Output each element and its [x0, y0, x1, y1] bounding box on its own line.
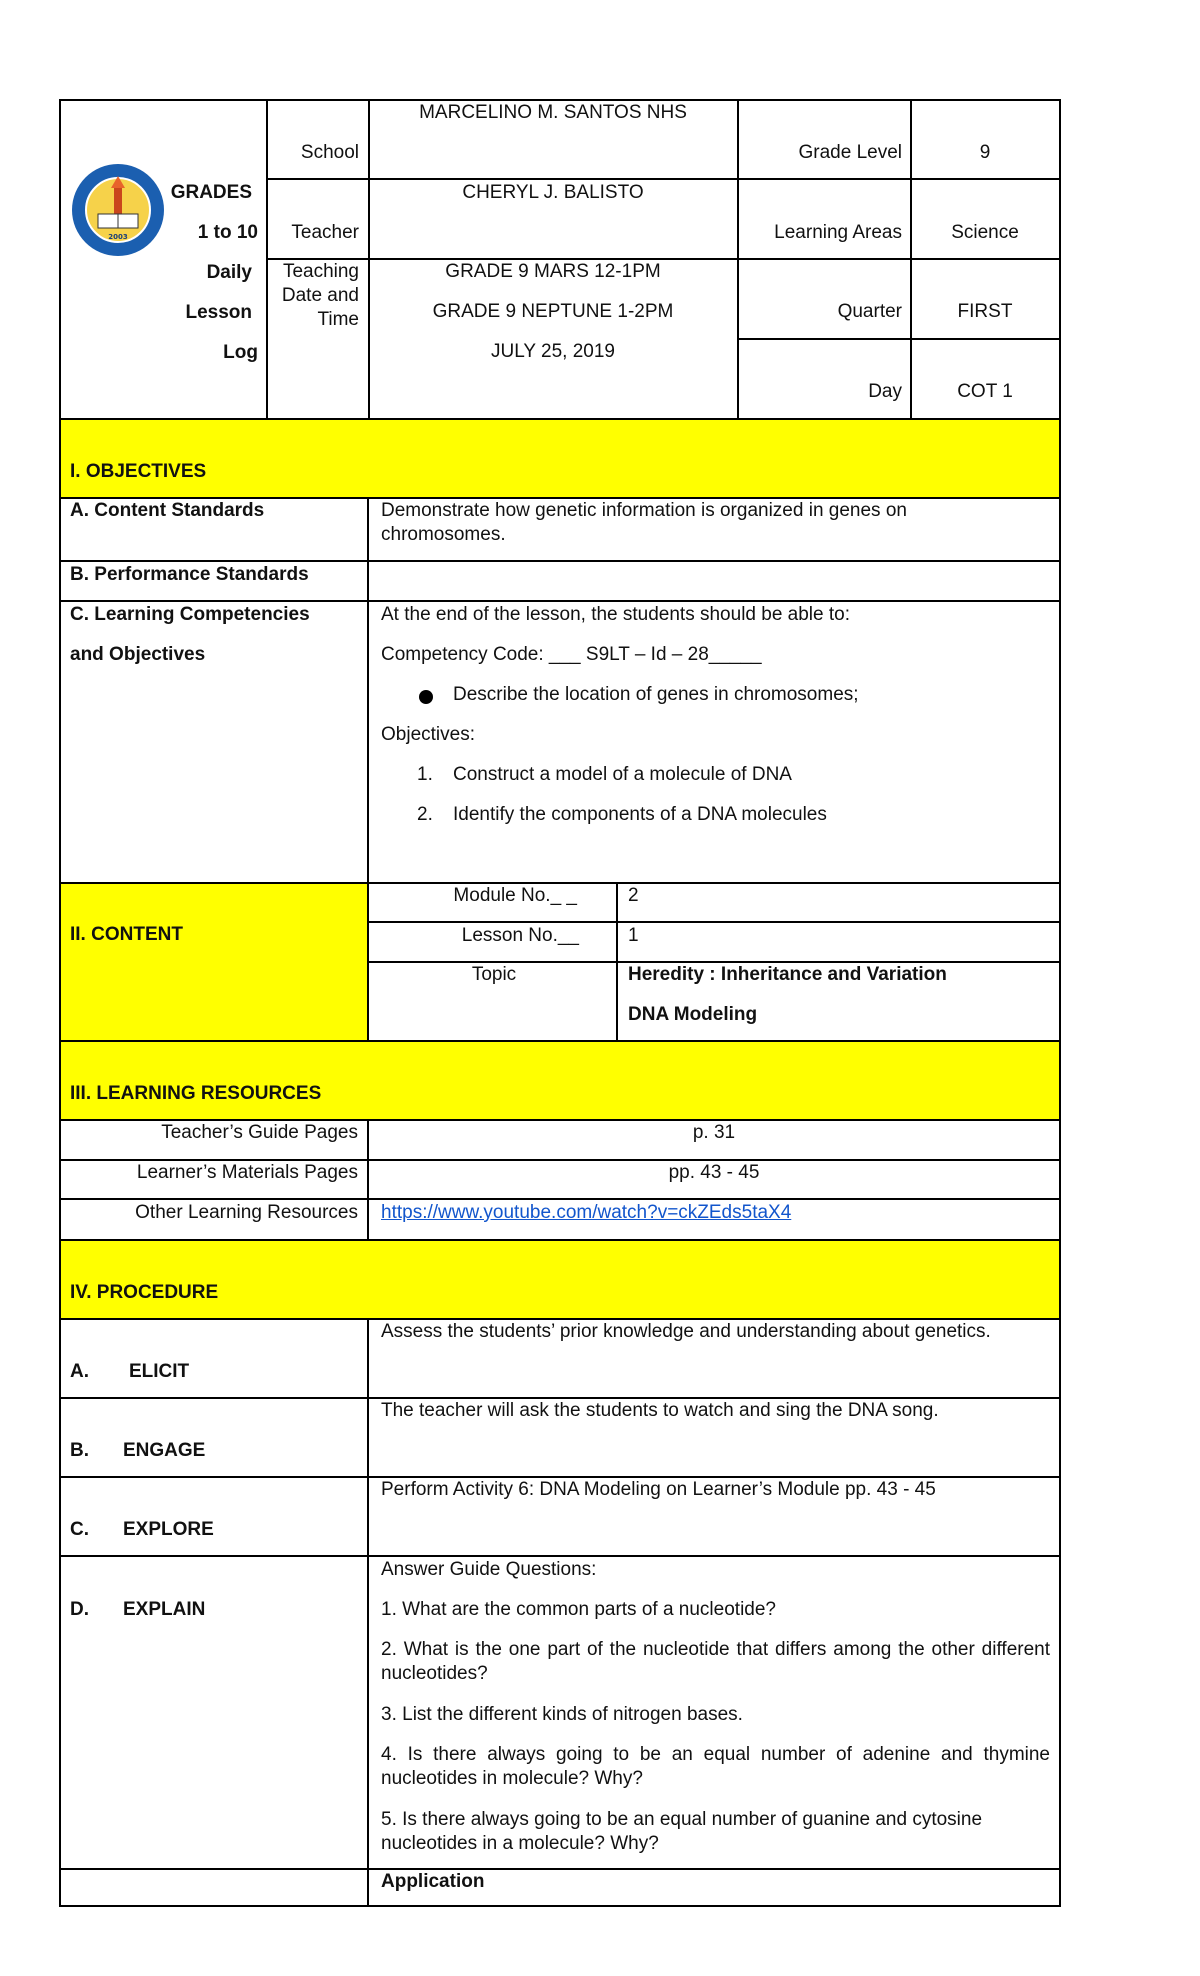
teaching-label-1: Teaching [282, 261, 359, 282]
resource-label-3: Other Learning Resources [135, 1202, 358, 1223]
bullet-item: Describe the location of genes in chromosomes; [453, 684, 859, 705]
competencies-label-1: C. Learning Competencies [70, 604, 310, 625]
resource-value-2: pp. 43 - 45 [668, 1162, 760, 1183]
teacher-label: Teacher [291, 222, 359, 243]
explain-intro: Answer Guide Questions: [381, 1559, 597, 1580]
title-line-5: Log [223, 342, 258, 363]
objective-item-2: Identify the components of a DNA molecules [453, 804, 827, 825]
content-band [60, 883, 368, 1041]
objective-num-1: 1. [417, 764, 433, 785]
procedure-heading: IV. PROCEDURE [70, 1282, 219, 1303]
explore-label: EXPLORE [123, 1519, 214, 1540]
explain-label: EXPLAIN [123, 1599, 206, 1620]
explore-text: Perform Activity 6: DNA Modeling on Learner’s Module pp. 43 - 45 [381, 1479, 936, 1500]
resource-value-1: p. 31 [692, 1122, 736, 1143]
explain-question-2: 2. What is the one part of the nucleotide that differs among the other different nucleotides? [381, 1639, 1050, 1684]
objective-num-2: 2. [417, 804, 433, 825]
competencies-intro: At the end of the lesson, the students should be able to: [381, 604, 850, 625]
topic-label: Topic [471, 964, 517, 985]
svg-text:2003: 2003 [108, 233, 128, 241]
engage-text: The teacher will ask the students to watch and sing the DNA song. [381, 1400, 939, 1421]
competencies-label-2: and Objectives [70, 644, 206, 665]
engage-letter: B. [70, 1440, 89, 1461]
explain-question-3: 3. List the different kinds of nitrogen bases. [381, 1704, 743, 1725]
resources-heading: III. LEARNING RESOURCES [70, 1083, 322, 1104]
teaching-label-2: Date and [281, 285, 359, 306]
content-standards-label: A. Content Standards [70, 500, 265, 521]
lesson-label: Lesson No.__ [461, 925, 579, 946]
learning-areas-label: Learning Areas [774, 222, 902, 243]
bullet-icon [419, 690, 433, 704]
teacher-value: CHERYL J. BALISTO [462, 182, 644, 203]
procedure-band [60, 1240, 1060, 1319]
teaching-value-1: GRADE 9 MARS 12-1PM [445, 261, 661, 282]
elicit-text: Assess the students’ prior knowledge and understanding about genetics. [381, 1321, 991, 1342]
teaching-label-3: Time [317, 309, 359, 330]
youtube-resource-link[interactable]: https://www.youtube.com/watch?v=ckZEds5taX4 [381, 1202, 792, 1223]
objectives-heading: I. OBJECTIVES [70, 461, 207, 482]
learning-areas-value: Science [951, 222, 1019, 243]
lesson-value: 1 [628, 925, 639, 946]
performance-standards-value [372, 563, 1058, 599]
resources-band [60, 1041, 1060, 1120]
grade-level-value: 9 [979, 142, 991, 163]
elicit-label: ELICIT [129, 1361, 190, 1382]
explain-question-4: 4. Is there always going to be an equal number of adenine and thymine nucleotides in molecule? Why? [381, 1744, 1050, 1789]
content-standards-value: Demonstrate how genetic information is organized in genes on chromosomes. [381, 500, 907, 545]
title-line-3: Daily [206, 262, 252, 283]
resource-label-1: Teacher’s Guide Pages [161, 1122, 358, 1143]
performance-standards-label: B. Performance Standards [70, 564, 309, 585]
resource-label-2: Learner’s Materials Pages [136, 1162, 358, 1183]
elicit-letter: A. [70, 1361, 89, 1382]
objective-item-1: Construct a model of a molecule of DNA [453, 764, 792, 785]
day-label: Day [868, 381, 902, 402]
grade-level-label: Grade Level [798, 142, 902, 163]
day-value: COT 1 [957, 381, 1013, 402]
objectives-label: Objectives: [381, 724, 475, 745]
quarter-label: Quarter [837, 301, 902, 322]
topic-line-1: Heredity : Inheritance and Variation [628, 964, 947, 985]
quarter-value: FIRST [957, 301, 1013, 322]
school-label: School [300, 142, 359, 163]
teaching-value-3: JULY 25, 2019 [491, 341, 615, 362]
title-line-1: GRADES [170, 182, 252, 203]
explore-letter: C. [70, 1519, 89, 1540]
objectives-band [60, 419, 1060, 498]
teaching-value-2: GRADE 9 NEPTUNE 1-2PM [432, 301, 674, 322]
topic-line-2: DNA Modeling [628, 1004, 758, 1025]
content-heading: II. CONTENT [70, 924, 183, 945]
application-label: Application [381, 1871, 485, 1892]
title-line-4: Lesson [185, 302, 252, 323]
title-line-2: 1 to 10 [197, 222, 258, 243]
module-value: 2 [628, 885, 639, 906]
module-label: Module No._ _ [453, 885, 577, 906]
explain-question-1: 1. What are the common parts of a nucleotide? [381, 1599, 776, 1620]
school-value: MARCELINO M. SANTOS NHS [419, 102, 687, 123]
competency-code: Competency Code: ___ S9LT – Id – 28_____ [381, 644, 762, 665]
engage-label: ENGAGE [123, 1440, 206, 1461]
explain-letter: D. [70, 1599, 89, 1620]
explain-question-5: 5. Is there always going to be an equal number of guanine and cytosine nucleotides in a molecule? Why? [381, 1809, 983, 1854]
